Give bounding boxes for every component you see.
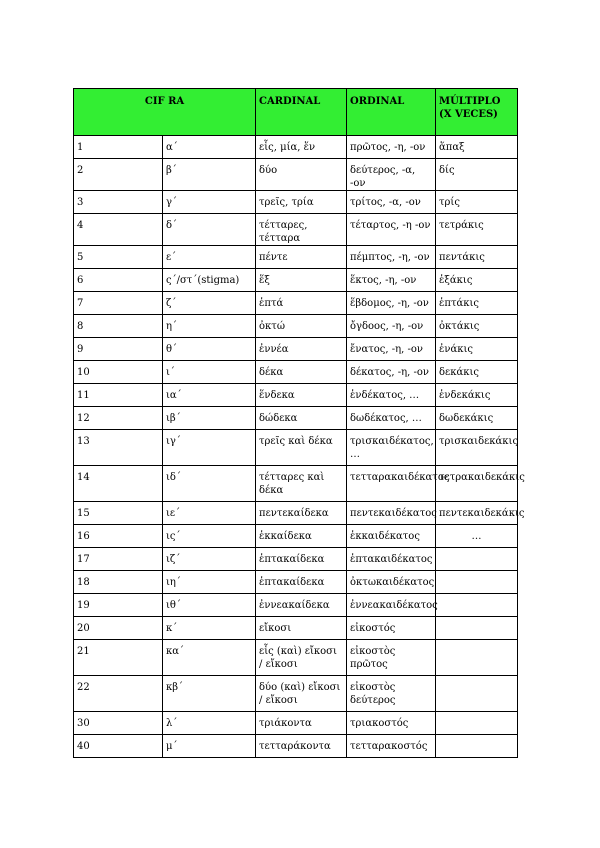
table-row: [74, 548, 518, 571]
cell-number: 11: [74, 384, 163, 407]
cell-ordinal: τέταρτος, -η -ον: [347, 214, 436, 246]
cell-ordinal: πέμπτος, -η, -ον: [347, 246, 436, 269]
cell-cifra: ις΄: [163, 525, 256, 548]
cell-cifra: δ΄: [163, 214, 256, 246]
cell-cardinal: πεντεκαίδεκα: [256, 502, 347, 525]
cell-ordinal: πρῶτος, -η, -ον: [347, 136, 436, 159]
cell-cardinal: ἕνδεκα: [256, 384, 347, 407]
cell-cifra: ιβ΄: [163, 407, 256, 430]
cell-multiplo: πεντεκαιδεκάκις: [436, 502, 518, 525]
cell-ordinal: ἕβδομος, -η, -ον: [347, 292, 436, 315]
cell-multiplo: ἐνάκις: [436, 338, 518, 361]
cell-number: 17: [74, 548, 163, 571]
table-row: [74, 525, 518, 548]
cell-cifra: γ΄: [163, 191, 256, 214]
cell-cardinal: τέτταρες, τέτταρα: [256, 214, 347, 246]
cell-multiplo: ὀκτάκις: [436, 315, 518, 338]
cell-ordinal: δωδέκατος, …: [347, 407, 436, 430]
cell-multiplo: τρίς: [436, 191, 518, 214]
cell-cardinal: ἑπτακαίδεκα: [256, 548, 347, 571]
table-row: [74, 640, 518, 676]
cell-ordinal: πεντεκαιδέκατος: [347, 502, 436, 525]
cell-number: 21: [74, 640, 163, 676]
cell-cardinal: ἑπτακαίδεκα: [256, 571, 347, 594]
table-row: [74, 617, 518, 640]
table-row: [74, 676, 518, 712]
cell-cifra: ιε΄: [163, 502, 256, 525]
cell-cifra: η΄: [163, 315, 256, 338]
cell-cifra: κα΄: [163, 640, 256, 676]
cell-number: 9: [74, 338, 163, 361]
cell-ordinal: ἑνδέκατος, …: [347, 384, 436, 407]
cell-number: 15: [74, 502, 163, 525]
cell-cardinal: ἑπτά: [256, 292, 347, 315]
cell-multiplo: ἑξάκις: [436, 269, 518, 292]
table-row: [74, 315, 518, 338]
table-row: [74, 246, 518, 269]
cell-cardinal: πέντε: [256, 246, 347, 269]
cell-cifra: ς΄/στ΄(stigma): [163, 269, 256, 292]
table-row: [74, 191, 518, 214]
cell-cardinal: εἷς, μία, ἕν: [256, 136, 347, 159]
cell-cardinal: εἴκοσι: [256, 617, 347, 640]
cell-number: 7: [74, 292, 163, 315]
cell-multiplo: ἅπαξ: [436, 136, 518, 159]
cell-cardinal: τέτταρες καὶ δέκα: [256, 466, 347, 502]
table-row: [74, 136, 518, 159]
cell-multiplo: τετρακαιδεκάκις: [436, 466, 518, 502]
cell-multiplo: ἑπτάκις: [436, 292, 518, 315]
cell-number: 8: [74, 315, 163, 338]
cell-ordinal: τρίτος, -α, -ον: [347, 191, 436, 214]
table-row: [74, 361, 518, 384]
cell-cifra: α΄: [163, 136, 256, 159]
cell-cardinal: δέκα: [256, 361, 347, 384]
header-cifra: CIF RA: [74, 89, 256, 136]
cell-number: 18: [74, 571, 163, 594]
table-row: [74, 712, 518, 735]
table-row: [74, 159, 518, 191]
cell-number: 22: [74, 676, 163, 712]
cell-cifra: ι΄: [163, 361, 256, 384]
cell-ordinal: ἑπτακαιδέκατος: [347, 548, 436, 571]
header-cardinal: CARDINAL: [256, 89, 347, 136]
cell-number: 20: [74, 617, 163, 640]
cell-ordinal: τρισκαιδέκατος, …: [347, 430, 436, 466]
cell-cifra: ε΄: [163, 246, 256, 269]
table-row: [74, 502, 518, 525]
cell-number: 5: [74, 246, 163, 269]
cell-number: 30: [74, 712, 163, 735]
cell-ordinal: ὄγδοος, -η, -ον: [347, 315, 436, 338]
table-row: [74, 214, 518, 246]
greek-numerals-table: [73, 88, 525, 758]
cell-multiplo: δίς: [436, 159, 518, 191]
cell-multiplo: [436, 548, 518, 571]
table-row: [74, 269, 518, 292]
header-multiplo: MÚLTIPLO (X VECES): [436, 89, 518, 136]
cell-cifra: ιζ΄: [163, 548, 256, 571]
cell-multiplo: [436, 594, 518, 617]
cell-number: 14: [74, 466, 163, 502]
cell-cifra: β΄: [163, 159, 256, 191]
cell-cardinal: τρεῖς καὶ δέκα: [256, 430, 347, 466]
cell-cifra: ιδ΄: [163, 466, 256, 502]
table-header-row: [74, 89, 518, 136]
cell-multiplo: τετράκις: [436, 214, 518, 246]
cell-number: 16: [74, 525, 163, 548]
cell-multiplo: τρισκαιδεκάκις: [436, 430, 518, 466]
cell-multiplo: [436, 571, 518, 594]
cell-ordinal: ἔνατος, -η, -ον: [347, 338, 436, 361]
cell-cifra: ιθ΄: [163, 594, 256, 617]
cell-cifra: ζ΄: [163, 292, 256, 315]
cell-cifra: κβ΄: [163, 676, 256, 712]
table-row: [74, 594, 518, 617]
cell-multiplo: πεντάκις: [436, 246, 518, 269]
table-row: [74, 430, 518, 466]
cell-cifra: ιη΄: [163, 571, 256, 594]
cell-ordinal: ἕκτος, -η, -ον: [347, 269, 436, 292]
cell-cifra: μ΄: [163, 735, 256, 758]
cell-number: 10: [74, 361, 163, 384]
cell-ordinal: τριακοστός: [347, 712, 436, 735]
cell-cardinal: ἑκκαίδεκα: [256, 525, 347, 548]
cell-multiplo: [436, 676, 518, 712]
cell-number: 1: [74, 136, 163, 159]
cell-cifra: ιγ΄: [163, 430, 256, 466]
cell-number: 13: [74, 430, 163, 466]
table-row: [74, 735, 518, 758]
cell-multiplo: [436, 712, 518, 735]
cell-cardinal: ἕξ: [256, 269, 347, 292]
cell-multiplo: δωδεκάκις: [436, 407, 518, 430]
table-body: [74, 136, 525, 758]
cell-ordinal: ἐννεακαιδέκατος: [347, 594, 436, 617]
cell-multiplo: δεκάκις: [436, 361, 518, 384]
cell-ordinal: τετταρακαιδέκατος: [347, 466, 436, 502]
table-row: [74, 292, 518, 315]
cell-cifra: λ΄: [163, 712, 256, 735]
cell-ordinal: δέκατος, -η, -ον: [347, 361, 436, 384]
cell-number: 12: [74, 407, 163, 430]
cell-cifra: κ΄: [163, 617, 256, 640]
cell-multiplo: [436, 640, 518, 676]
table-row: [74, 466, 518, 502]
cell-cifra: θ΄: [163, 338, 256, 361]
cell-cardinal: ἐννεακαίδεκα: [256, 594, 347, 617]
table-row: [74, 338, 518, 361]
cell-cardinal: τετταράκοντα: [256, 735, 347, 758]
cell-cardinal: ὀκτώ: [256, 315, 347, 338]
table-row: [74, 407, 518, 430]
cell-multiplo: ἑνδεκάκις: [436, 384, 518, 407]
cell-ordinal: εἰκοστὸς πρῶτος: [347, 640, 436, 676]
cell-number: 2: [74, 159, 163, 191]
cell-multiplo: …: [436, 525, 518, 548]
cell-cardinal: ἐννέα: [256, 338, 347, 361]
cell-ordinal: εἰκοστός: [347, 617, 436, 640]
cell-number: 40: [74, 735, 163, 758]
cell-ordinal: εἰκοστὸς δεύτερος: [347, 676, 436, 712]
cell-cardinal: δύο: [256, 159, 347, 191]
cell-cardinal: τρεῖς, τρία: [256, 191, 347, 214]
header-ordinal: ORDINAL: [347, 89, 436, 136]
cell-multiplo: [436, 617, 518, 640]
cell-number: 19: [74, 594, 163, 617]
table-row: [74, 571, 518, 594]
cell-multiplo: [436, 735, 518, 758]
cell-number: 6: [74, 269, 163, 292]
cell-cifra: ια΄: [163, 384, 256, 407]
cell-cardinal: εἷς (καὶ) εἴκοσι / εἴκοσι: [256, 640, 347, 676]
cell-number: 4: [74, 214, 163, 246]
cell-cardinal: τριάκοντα: [256, 712, 347, 735]
cell-ordinal: δεύτερος, -α, -ον: [347, 159, 436, 191]
cell-number: 3: [74, 191, 163, 214]
cell-ordinal: τετταρακοστός: [347, 735, 436, 758]
cell-cardinal: δώδεκα: [256, 407, 347, 430]
cell-ordinal: ὀκτωκαιδέκατος: [347, 571, 436, 594]
table-row: [74, 384, 518, 407]
cell-cardinal: δύο (καὶ) εἴκοσι / εἴκοσι: [256, 676, 347, 712]
cell-ordinal: ἑκκαιδέκατος: [347, 525, 436, 548]
